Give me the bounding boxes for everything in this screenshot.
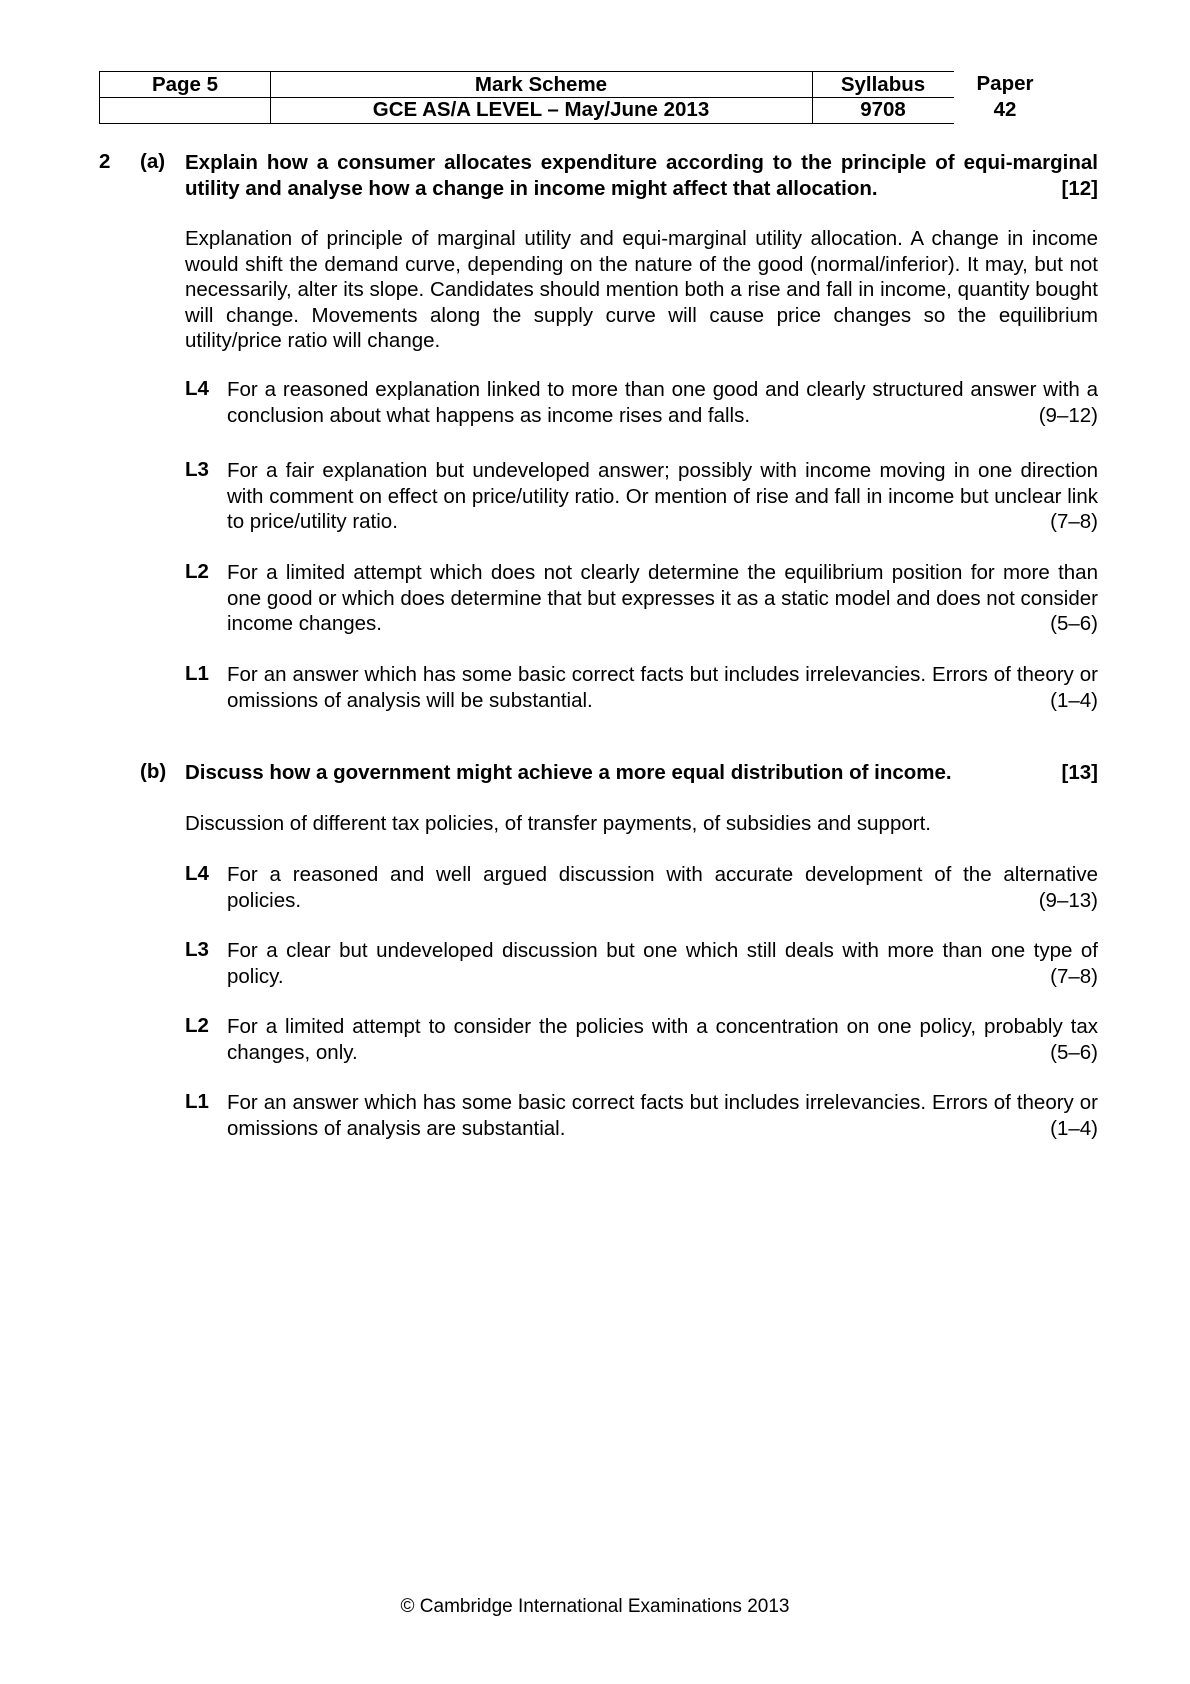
part-b-question-text: Discuss how a government might achieve a more equal distribution of income. (185, 761, 952, 784)
part-b-level-3 (227, 938, 1098, 989)
level-text: For a limited attempt which does not clearly determine the equilibrium position for more than one good or which does determine that but expresses it as a static model and does not consider income changes. (227, 561, 1098, 635)
paper-label: Paper (976, 72, 1034, 95)
syllabus-label: Syllabus (812, 71, 954, 98)
level-range: (7–8) (1050, 510, 1098, 533)
level-range: (9–13) (1038, 888, 1098, 912)
part-a-level-3 (227, 458, 1098, 535)
level-range: (7–8) (1050, 964, 1098, 988)
part-b-level-1 (227, 1090, 1098, 1141)
part-a-level-2 (227, 560, 1098, 637)
level-text: For an answer which has some basic correct facts but includes irrelevancies. Errors of theory or omissions of analysis are substantial. (227, 1091, 1098, 1140)
part-b-level-4-label: L4 (185, 862, 209, 885)
level-text: For a reasoned and well argued discussion with accurate development of the alternative policies. (227, 863, 1098, 912)
level-range: (5–6) (1050, 612, 1098, 635)
part-b-label: (b) (140, 760, 167, 783)
level-range: (9–12) (1038, 403, 1098, 427)
part-a-level-1-label: L1 (185, 662, 209, 685)
part-a-level-3-label: L3 (185, 458, 209, 481)
level-text: For a clear but undeveloped discussion but one which still deals with more than one type of policy. (227, 939, 1098, 988)
level-range: (5–6) (1050, 1040, 1098, 1064)
part-a-label: (a) (140, 150, 166, 173)
part-b-level-4 (227, 862, 1098, 913)
level-text: For a fair explanation but undeveloped answer; possibly with income moving in one direction with comment on effect on price/utility ratio. Or mention of rise and fall in income but unclear link to price/utility ratio. (227, 459, 1098, 533)
part-a-marks: [12] (1061, 176, 1098, 200)
part-b-level-2 (227, 1014, 1098, 1065)
question-number: 2 (99, 150, 111, 173)
syllabus-code: 9708 (812, 97, 954, 124)
level-text: For an answer which has some basic correct facts but includes irrelevancies. Errors of theory or omissions of analysis will be substantial. (227, 663, 1098, 712)
part-b-question (185, 760, 1098, 786)
level-range: (1–4) (1050, 688, 1098, 712)
part-b-marks: [13] (1061, 761, 1098, 784)
level-range: (1–4) (1050, 1116, 1098, 1140)
page-blank-cell (99, 97, 271, 124)
level-text: For a limited attempt to consider the policies with a concentration on one policy, probably tax changes, only. (227, 1015, 1098, 1064)
part-a-level-1 (227, 662, 1098, 713)
exam-title: GCE AS/A LEVEL – May/June 2013 (270, 97, 813, 124)
part-a-explanation: Explanation of principle of marginal utility and equi-marginal utility allocation. A change in income would shift the demand curve, depending on the nature of the good (normal/inferior). It may, but not necessarily, alter its slope. Candidates should mention both a rise and fall in income, quantity bought will change. Movements along the supply curve will cause price changes so the equilibrium utility/price ratio will change. (185, 227, 1098, 352)
part-b-level-1-label: L1 (185, 1090, 209, 1113)
part-a-level-2-label: L2 (185, 560, 209, 583)
part-a-question (185, 150, 1098, 201)
header-table (99, 71, 1056, 125)
level-text: For a reasoned explanation linked to more than one good and clearly structured answer with a conclusion about what happens as income rises and falls. (227, 378, 1098, 427)
mark-scheme-label: Mark Scheme (270, 71, 813, 98)
part-b-level-3-label: L3 (185, 938, 209, 961)
part-a-level-4-label: L4 (185, 377, 209, 400)
page-label: Page 5 (99, 71, 271, 98)
part-b-explanation: Discussion of different tax policies, of transfer payments, of subsidies and support. (185, 812, 931, 835)
part-a-level-4 (227, 377, 1098, 428)
paper-number: 42 (993, 98, 1017, 121)
part-a-question-text: Explain how a consumer allocates expenditure according to the principle of equi-marginal utility and analyse how a change in income might affect that allocation. (185, 151, 1098, 200)
copyright-footer: © Cambridge International Examinations 2013 (400, 1596, 790, 1617)
part-b-level-2-label: L2 (185, 1014, 209, 1037)
